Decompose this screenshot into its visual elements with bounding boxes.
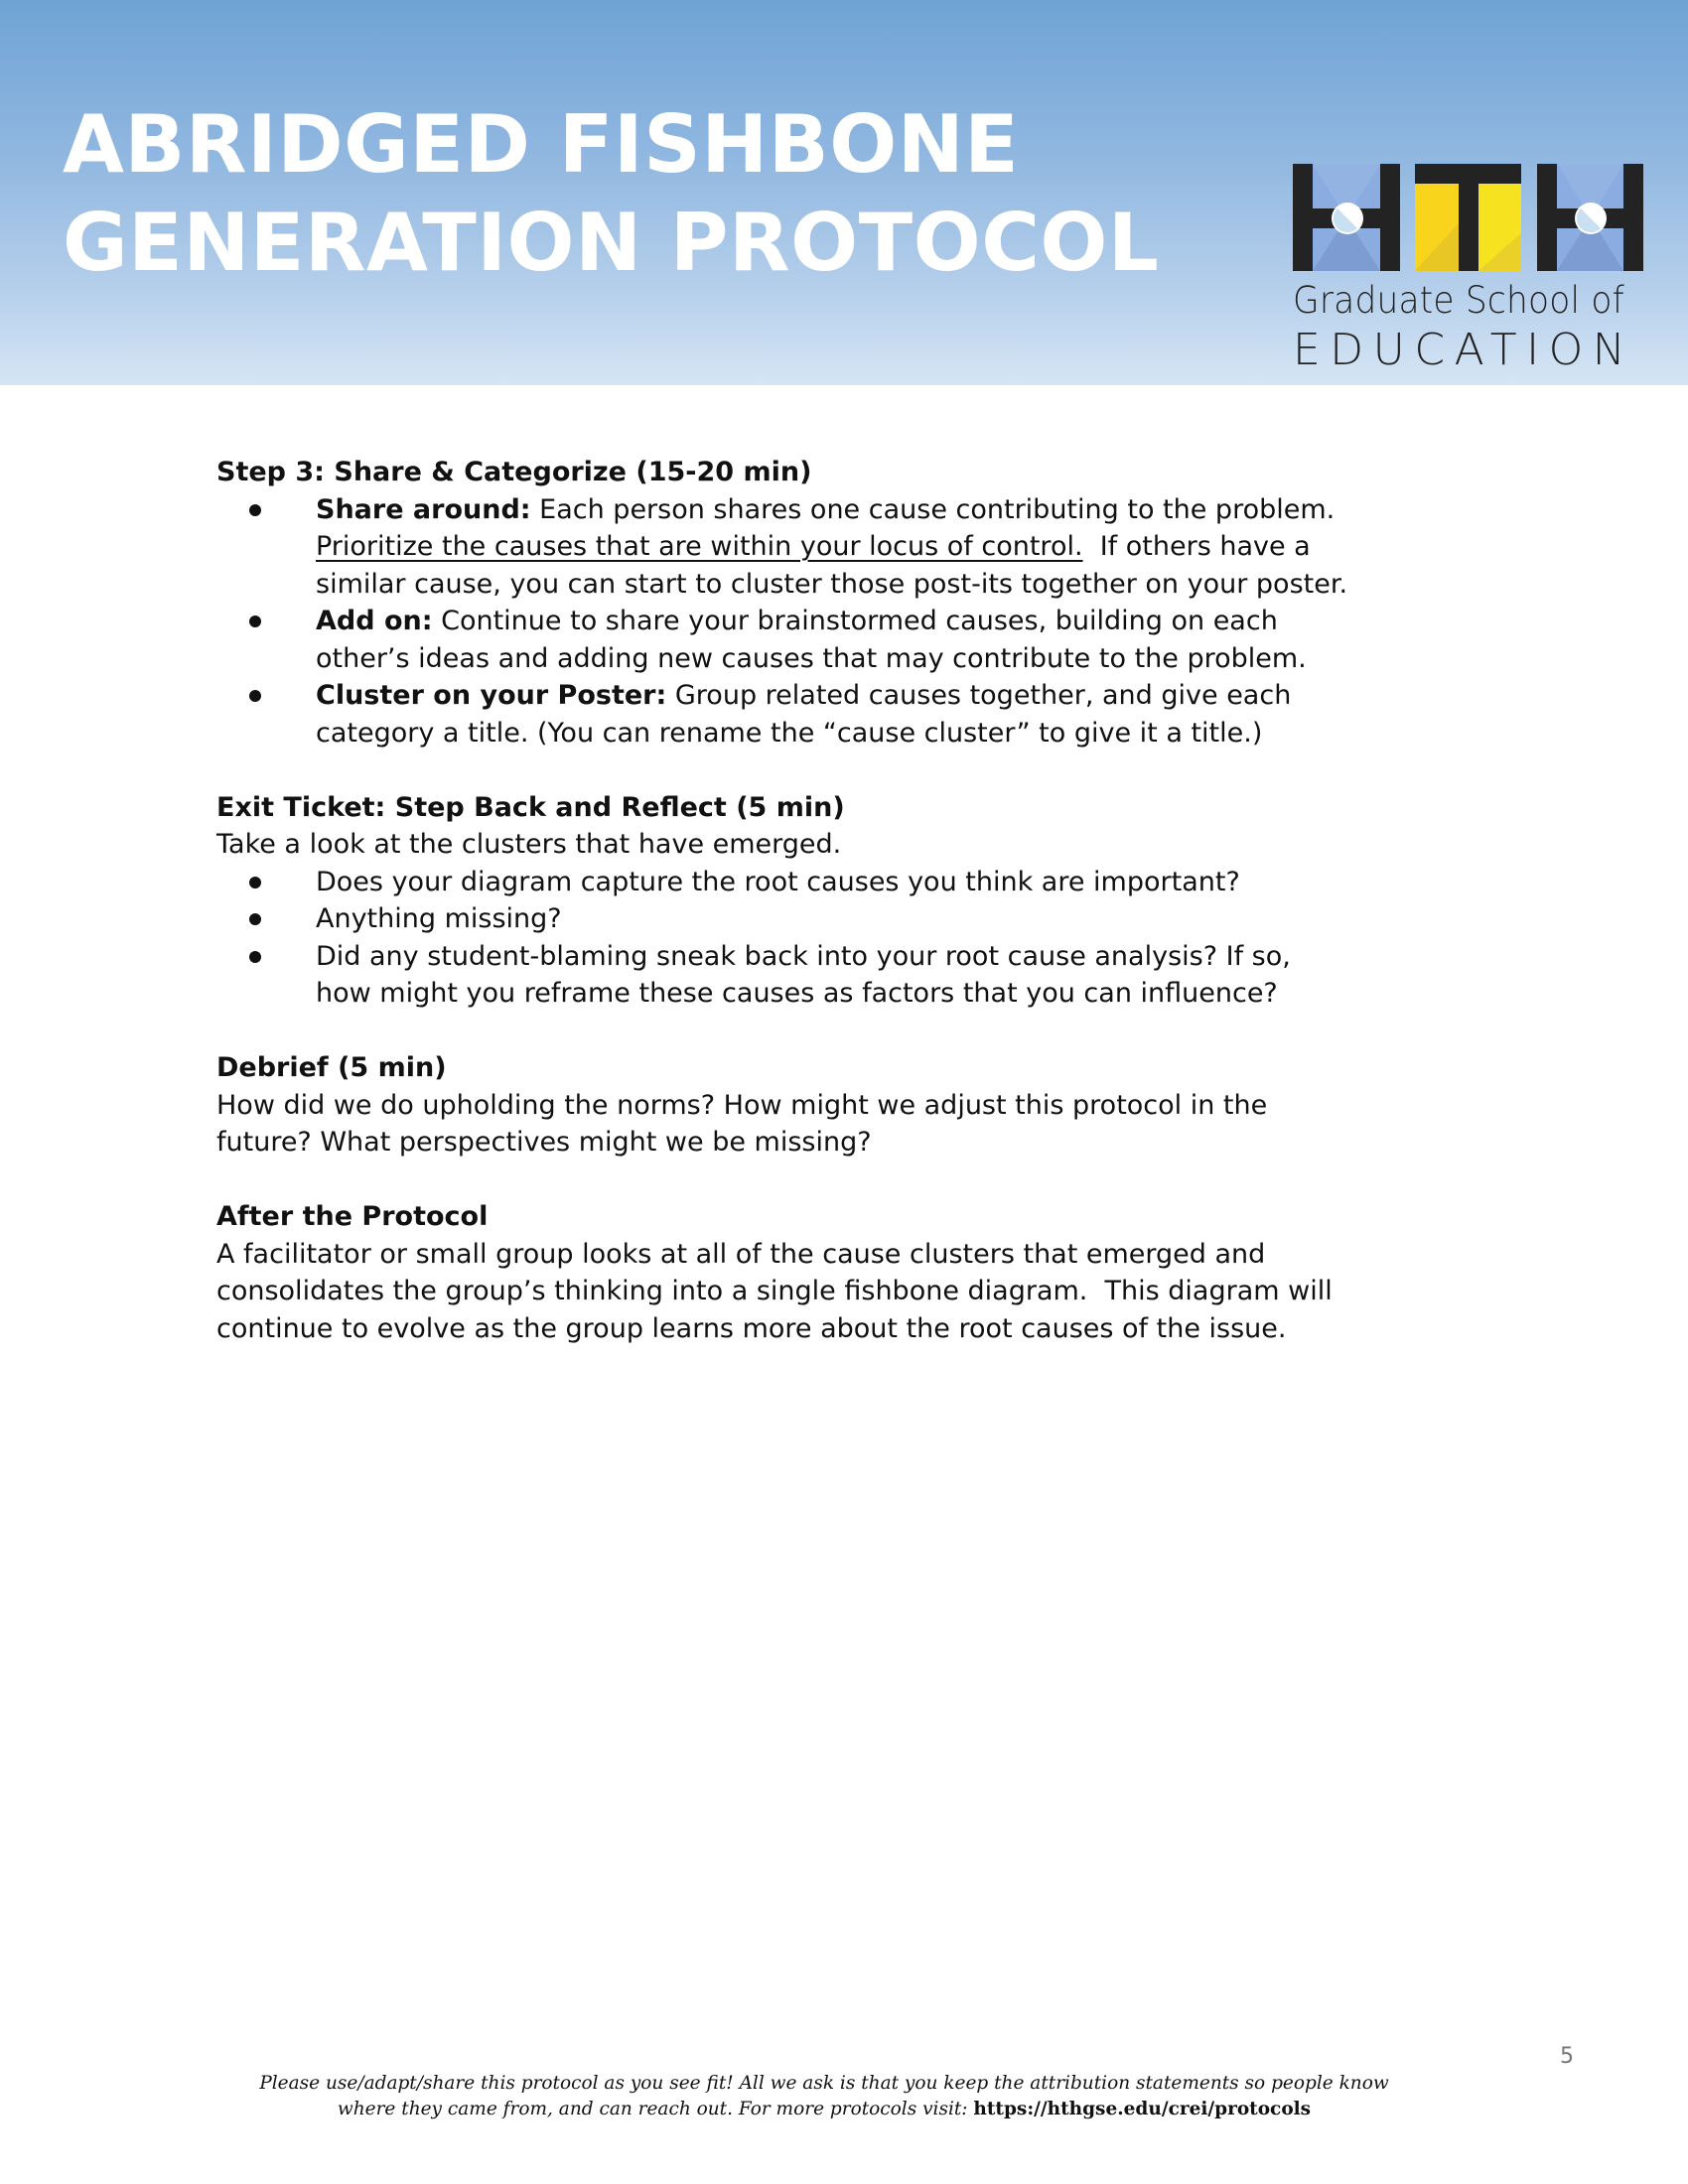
protocols-link[interactable]: https://hthgse.edu/crei/protocols [973, 2099, 1312, 2119]
paragraph-line: continue to evolve as the group learns more about the root causes of the issue. [216, 1312, 1287, 1344]
hth-gse-logo [1293, 164, 1643, 375]
item-text: Group related causes together, and give each [666, 680, 1292, 711]
section-heading: After the Protocol [216, 1201, 489, 1232]
spacer [216, 1161, 1507, 1199]
item-text: Does your diagram capture the root causes you think are important? [316, 866, 1240, 897]
item-text: If others have a [1082, 531, 1311, 562]
list-item-continuation: other’s ideas and adding new causes that may contribute to the problem. [316, 642, 1307, 674]
section-step-3 [216, 454, 1507, 751]
attribution-footer [0, 2071, 1648, 2122]
logo-text-graduate-school: Graduate School of [1293, 279, 1624, 322]
section-heading: Debrief (5 min) [216, 1052, 447, 1083]
list-item [216, 864, 1507, 901]
title-line-2: GENERATION PROTOCOL [63, 197, 1160, 289]
page-number: 5 [1560, 2044, 1574, 2069]
bullet-icon [249, 615, 261, 627]
bullet-icon [249, 504, 261, 516]
hth-logo-mark-icon [1293, 164, 1643, 273]
list-item-continuation: how might you reframe these causes as factors that you can influence? [316, 978, 1278, 1009]
list-item-continuation: category a title. (You can rename the “cause cluster” to give it a title.) [316, 717, 1263, 749]
bullet-icon [249, 690, 261, 702]
footer-line-2 [0, 2097, 1648, 2122]
bullet-icon [249, 913, 261, 925]
section-debrief [216, 1049, 1507, 1161]
section-after-protocol [216, 1198, 1507, 1347]
section-heading: Exit Ticket: Step Back and Reflect (5 min) [216, 791, 845, 823]
paragraph-line: How did we do upholding the norms? How might we adjust this protocol in the [216, 1089, 1268, 1121]
paragraph-line: future? What perspectives might we be missing? [216, 1127, 872, 1158]
item-text: Continue to share your brainstormed causes, building on each [432, 606, 1278, 636]
item-label: Share around: [316, 493, 531, 525]
paragraph-line: A facilitator or small group looks at all of the cause clusters that emerged and [216, 1238, 1266, 1270]
list-item [216, 491, 1507, 529]
spacer [216, 751, 1507, 789]
item-text: Did any student-blaming sneak back into your root cause analysis? If so, [316, 940, 1291, 972]
bullet-icon [249, 951, 261, 963]
item-label: Add on: [316, 606, 433, 636]
item-text: Anything missing? [316, 903, 562, 934]
underlined-emphasis: Prioritize the causes that are within your locus of control. [316, 531, 1083, 562]
logo-t-middle [1415, 164, 1521, 271]
logo-h-right [1537, 164, 1643, 271]
list-item [216, 677, 1507, 715]
document-body [216, 454, 1507, 1347]
list-item [216, 603, 1507, 640]
spacer [216, 1013, 1507, 1050]
logo-text-education: EDUCATION [1293, 325, 1635, 375]
section-exit-ticket [216, 789, 1507, 1013]
paragraph-line: consolidates the group’s thinking into a single fishbone diagram. This diagram will [216, 1276, 1333, 1306]
list-item-continuation [216, 528, 1507, 566]
item-text: Each person shares one cause contributing to the problem. [530, 493, 1336, 525]
bullet-icon [249, 877, 261, 888]
section-heading: Step 3: Share & Categorize (15-20 min) [216, 457, 812, 487]
item-label: Cluster on your Poster: [316, 680, 667, 711]
page-header-banner [0, 0, 1688, 385]
document-title [63, 95, 1159, 292]
list-item-continuation: similar cause, you can start to cluster those post-its together on your poster. [316, 568, 1348, 600]
title-line-1: ABRIDGED FISHBONE [63, 98, 1020, 191]
list-item [216, 938, 1507, 976]
footer-line-1: Please use/adapt/share this protocol as you see fit! All we ask is that you keep the attribution statements so people know [259, 2073, 1389, 2094]
footer-text: where they came from, and can reach out. For more protocols visit: [337, 2099, 974, 2119]
list-item [216, 900, 1507, 938]
section-intro: Take a look at the clusters that have emerged. [216, 829, 842, 860]
logo-h-left [1293, 164, 1400, 271]
